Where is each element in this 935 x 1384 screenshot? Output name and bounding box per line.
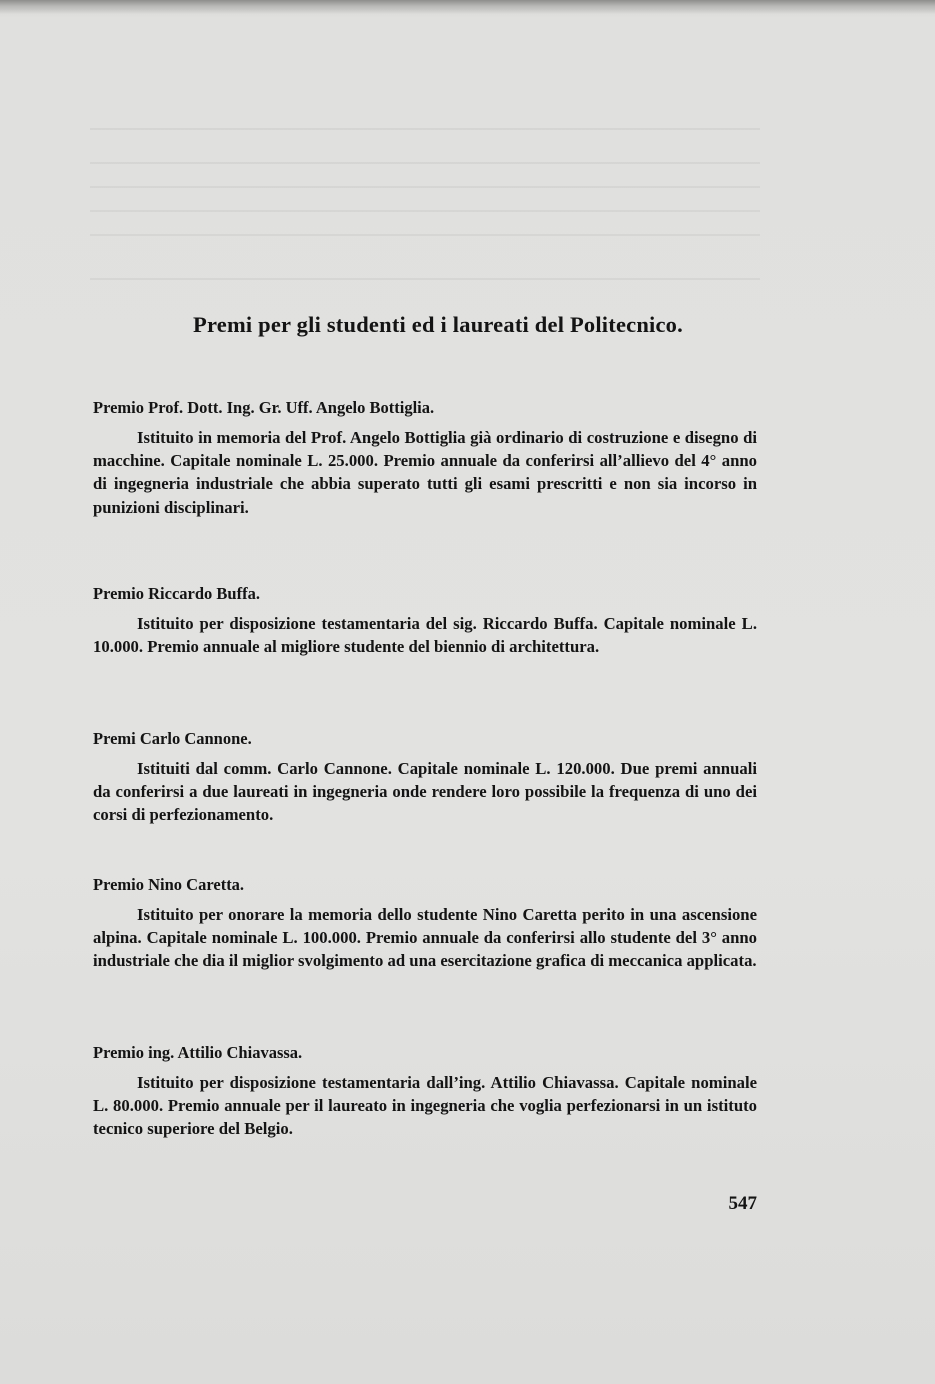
prize-description: Istituito per disposizione testamentaria dall’ing. Attilio Chiavassa. Capitale nominale L. 80.000. Premio annuale per il laureato in ingegneria che voglia perfezionarsi in un istituto tecnico superiore del Belgio. (93, 1073, 757, 1139)
prize-heading: Premi Carlo Cannone. (93, 729, 252, 748)
prize-description: Istituito per onorare la memoria dello studente Nino Caretta perito in una ascensione alpina. Capitale nominale L. 100.000. Premio annuale da conferirsi allo studente del 3° anno industriale che dia il miglior svolgimento ad una esercitazione grafica di meccanica applicata. (93, 905, 757, 971)
page-number: 547 (728, 1193, 757, 1214)
page-content (93, 310, 757, 1139)
show-through-line (90, 234, 760, 236)
page-title: Premi per gli studenti ed i laureati del Politecnico. (193, 312, 683, 337)
prize-section-buffa (93, 582, 757, 658)
show-through-line (90, 186, 760, 188)
show-through-line (90, 128, 760, 130)
prize-section-chiavassa (93, 1041, 757, 1141)
show-through-line (90, 162, 760, 164)
show-through-line (90, 278, 760, 280)
prize-description: Istituito per disposizione testamentaria del sig. Riccardo Buffa. Capitale nominale L. 10.000. Premio annuale al migliore studente del biennio di architettura. (93, 614, 757, 657)
page-top-edge-shadow (0, 0, 935, 14)
prize-description: Istituito in memoria del Prof. Angelo Bottiglia già ordinario di costruzione e disegno di macchine. Capitale nominale L. 25.000. Premio annuale da conferirsi all’allievo del 4° anno di ingegneria industriale che abbia superato tutti gli esami prescritti e non sia incorso in punizioni disciplinari. (93, 428, 757, 517)
show-through-line (90, 210, 760, 212)
prize-section-bottiglia (93, 396, 757, 519)
prize-description: Istituiti dal comm. Carlo Cannone. Capitale nominale L. 120.000. Due premi annuali da conferirsi a due laureati in ingegneria onde rendere loro possibile la frequenza di uno dei corsi di perfezionamento. (93, 759, 757, 825)
prize-section-cannone (93, 727, 757, 827)
prize-heading: Premio Riccardo Buffa. (93, 584, 260, 603)
prize-heading: Premio Nino Caretta. (93, 875, 245, 894)
prize-heading: Premio Prof. Dott. Ing. Gr. Uff. Angelo Bottiglia. (93, 398, 435, 417)
prize-heading: Premio ing. Attilio Chiavassa. (93, 1043, 303, 1062)
prize-section-caretta (93, 873, 757, 973)
